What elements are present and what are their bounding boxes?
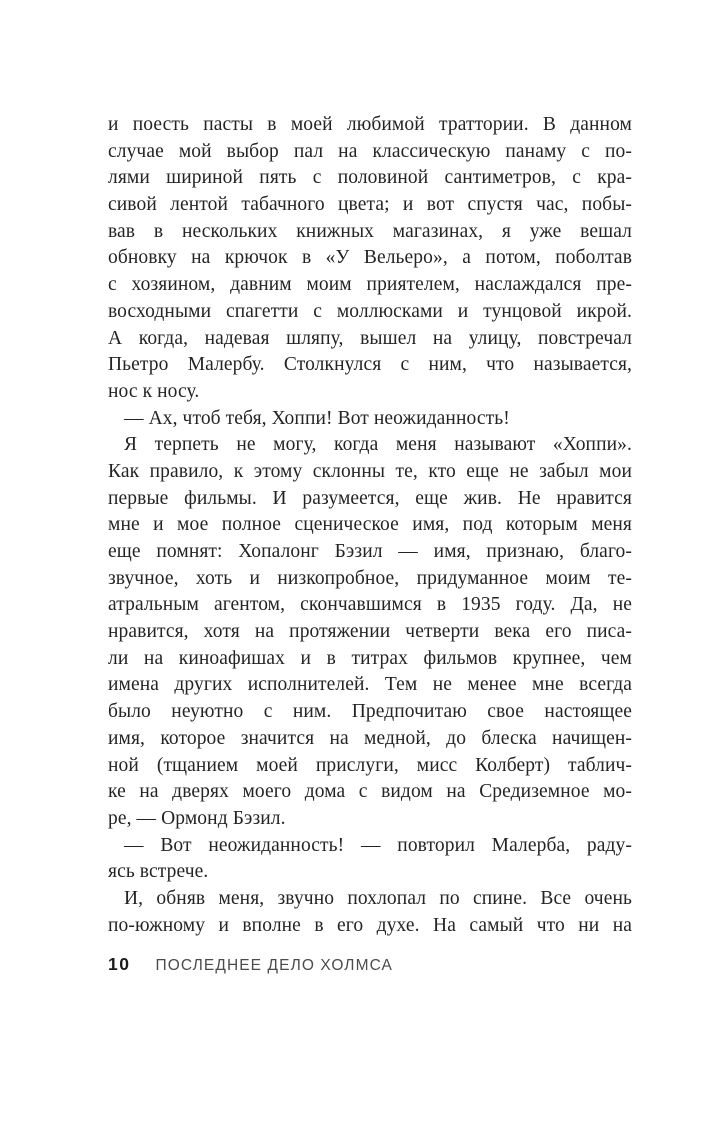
paragraph: [108, 833, 632, 886]
text-line: сивой лентой табачного цвета; и вот спустя час, побы-: [108, 194, 632, 216]
running-title: ПОСЛЕДНЕЕ ДЕЛО ХОЛМСА: [155, 957, 393, 974]
text-line: вав в нескольких книжных магазинах, я уже вешал: [108, 220, 632, 242]
text-line: еще помнят: Хопалонг Бэзил — имя, признаю, благо-: [108, 541, 632, 562]
text-line: по-южному и вполне в его духе. На самый что ни на: [108, 914, 632, 936]
text-line: звучное, хоть и низкопробное, придуманное моим те-: [108, 567, 632, 589]
page-footer: [108, 954, 393, 975]
text-line: случае мой выбор пал на классическую панаму с по-: [108, 140, 632, 162]
text-line: и поесть пасты в моей любимой траттории. В данном: [108, 114, 632, 135]
text-line: восходными спагетти с моллюсками и тунцовой икрой.: [108, 300, 632, 322]
text-line: имена других исполнителей. Тем не менее мне всегда: [108, 674, 632, 696]
paragraph: [108, 432, 632, 832]
text-line: Пьетро Малербу. Столкнулся с ним, что называется,: [108, 354, 632, 376]
text-line: имя, которое значится на медной, до блеска начищен-: [108, 727, 632, 749]
text-line: нравится, хотя на протяжении четверти века его писа-: [108, 621, 632, 643]
text-line: Я терпеть не могу, когда меня называют «Хоппи».: [124, 434, 632, 456]
text-line: мне и мое полное сценическое имя, под которым меня: [108, 514, 632, 536]
text-line: с хозяином, давним моим приятелем, наслаждался пре-: [108, 274, 632, 296]
text-line: ке на дверях моего дома с видом на Средиземное мо-: [108, 781, 632, 803]
text-line: — Вот неожиданность! — повторил Малерба, раду-: [124, 834, 632, 856]
text-line: ной (тщанием моей прислуги, мисс Колберт) таблич-: [108, 754, 632, 776]
text-line: нос к носу.: [108, 380, 200, 402]
text-line: лями шириной пять с половиной сантиметров, с кра-: [108, 167, 632, 189]
text-line: ре, — Ормонд Бэзил.: [108, 807, 286, 829]
text-line: первые фильмы. И разумеется, еще жив. Не нравится: [108, 487, 632, 509]
text-line: Как правило, к этому склонны те, кто еще не забыл мои: [108, 460, 632, 482]
text-line: атральным агентом, скончавшимся в 1935 году. Да, не: [108, 594, 632, 616]
text-line: А когда, надевая шляпу, вышел на улицу, повстречал: [108, 327, 632, 349]
text-line: — Ах, чтоб тебя, Хоппи! Вот неожиданность!: [124, 407, 510, 429]
paragraph: [108, 112, 632, 406]
text-line: обновку на крючок в «У Вельеро», а потом, поболтав: [108, 247, 632, 269]
paragraph: [108, 886, 632, 939]
text-block: [108, 112, 632, 939]
page-number: 10: [108, 954, 131, 974]
text-line: было неуютно с ним. Предпочитаю свое настоящее: [108, 701, 632, 723]
text-line: ли на киноафишах и в титрах фильмов крупнее, чем: [108, 647, 632, 669]
text-line: И, обняв меня, звучно похлопал по спине. Все очень: [124, 887, 632, 909]
paragraph: [108, 406, 632, 433]
text-line: ясь встрече.: [108, 861, 209, 883]
